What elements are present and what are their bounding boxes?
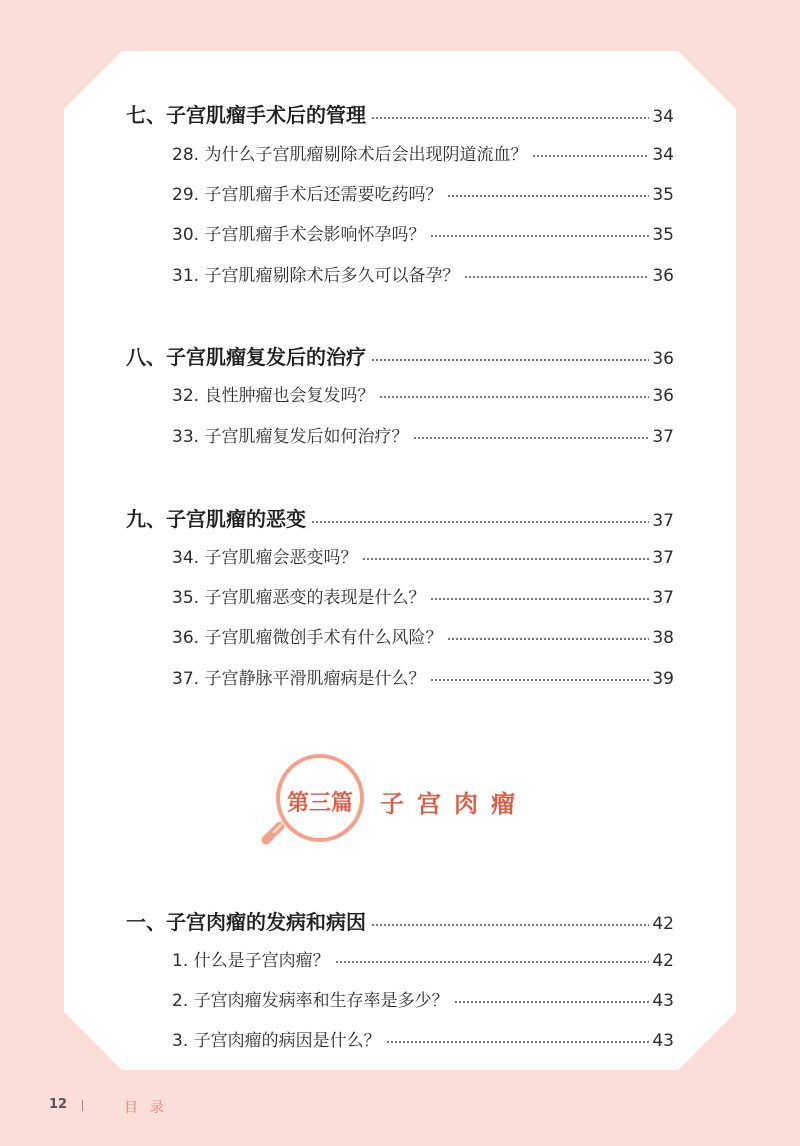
page-ref: 36 [652, 349, 674, 369]
entry-title: 2. 子宫肉瘤发病率和生存率是多少？ [172, 991, 449, 1011]
dot-leader [464, 276, 649, 278]
toc-entry[interactable] [172, 261, 674, 286]
footer-divider [82, 1100, 83, 1111]
page-ref: 43 [652, 991, 674, 1011]
toc-entry[interactable] [172, 422, 674, 447]
toc-entry[interactable] [172, 623, 674, 648]
toc-section-heading[interactable] [126, 503, 674, 532]
toc-entry[interactable] [172, 220, 674, 245]
dot-leader [371, 924, 649, 926]
toc-entry[interactable] [172, 140, 674, 165]
toc-entry[interactable] [172, 1026, 674, 1051]
entry-title: 33. 子宫肌瘤复发后如何治疗？ [172, 427, 409, 447]
dot-leader [532, 155, 649, 157]
entry-title: 36. 子宫肌瘤微创手术有什么风险？ [172, 628, 443, 648]
entry-title: 3. 子宫肉瘤的病因是什么？ [172, 1031, 381, 1051]
entry-title: 31. 子宫肌瘤剔除术后多久可以备孕？ [172, 266, 460, 286]
toc-entry[interactable] [172, 986, 674, 1011]
toc-section-heading[interactable] [126, 906, 674, 935]
page-ref: 43 [652, 1031, 674, 1051]
dot-leader [371, 117, 649, 119]
dot-leader [430, 598, 649, 600]
dot-leader [386, 1041, 650, 1043]
section-title: 八、子宫肌瘤复发后的治疗 [126, 345, 366, 369]
toc-entry[interactable] [172, 946, 674, 971]
page-ref: 36 [652, 266, 674, 286]
dot-leader [379, 396, 649, 398]
entry-title: 32. 良性肿瘤也会复发吗？ [172, 386, 375, 406]
dot-leader [430, 235, 649, 237]
page-ref: 34 [652, 145, 674, 165]
section-title: 九、子宫肌瘤的恶变 [126, 507, 306, 531]
dot-leader [371, 359, 649, 361]
entry-title: 1. 什么是子宫肉瘤？ [172, 951, 330, 971]
entry-title: 28. 为什么子宫肌瘤剔除术后会出现阴道流血？ [172, 145, 528, 165]
dot-leader [454, 1001, 650, 1003]
entry-title: 34. 子宫肌瘤会恶变吗？ [172, 548, 358, 568]
dot-leader [311, 521, 649, 523]
entry-title: 29. 子宫肌瘤手术后还需要吃药吗？ [172, 185, 443, 205]
section-title: 一、子宫肉瘤的发病和病因 [126, 910, 366, 934]
part-title: 子宫肉瘤 [380, 790, 528, 818]
page-ref: 35 [652, 225, 674, 245]
page-ref: 35 [652, 185, 674, 205]
toc-entry[interactable] [172, 583, 674, 608]
toc-section-heading[interactable] [126, 341, 674, 370]
toc-entry[interactable] [172, 664, 674, 689]
part-label: 第三篇 [286, 791, 353, 816]
toc-section-heading[interactable] [126, 99, 674, 128]
entry-title: 37. 子宫静脉平滑肌瘤病是什么？ [172, 669, 426, 689]
page-ref: 42 [652, 951, 674, 971]
part-heading [254, 748, 584, 848]
dot-leader [335, 961, 650, 963]
dot-leader [430, 679, 649, 681]
page-ref: 37 [652, 548, 674, 568]
page-ref: 37 [652, 511, 674, 531]
page-ref: 42 [652, 914, 674, 934]
toc-entry[interactable] [172, 381, 674, 406]
section-title: 七、子宫肌瘤手术后的管理 [126, 103, 366, 127]
toc-entry[interactable] [172, 180, 674, 205]
dot-leader [447, 195, 649, 197]
page-ref: 34 [652, 107, 674, 127]
entry-title: 30. 子宫肌瘤手术会影响怀孕吗？ [172, 225, 426, 245]
entry-title: 35. 子宫肌瘤恶变的表现是什么？ [172, 588, 426, 608]
page-ref: 37 [652, 588, 674, 608]
dot-leader [447, 638, 649, 640]
dot-leader [413, 437, 649, 439]
footer-title: 目录 [124, 1100, 176, 1116]
page-ref: 37 [652, 427, 674, 447]
page-ref: 36 [652, 386, 674, 406]
page-ref: 38 [652, 628, 674, 648]
dot-leader [362, 558, 649, 560]
page-ref: 39 [652, 669, 674, 689]
footer-page-number: 12 [49, 1097, 68, 1112]
toc-entry[interactable] [172, 543, 674, 568]
